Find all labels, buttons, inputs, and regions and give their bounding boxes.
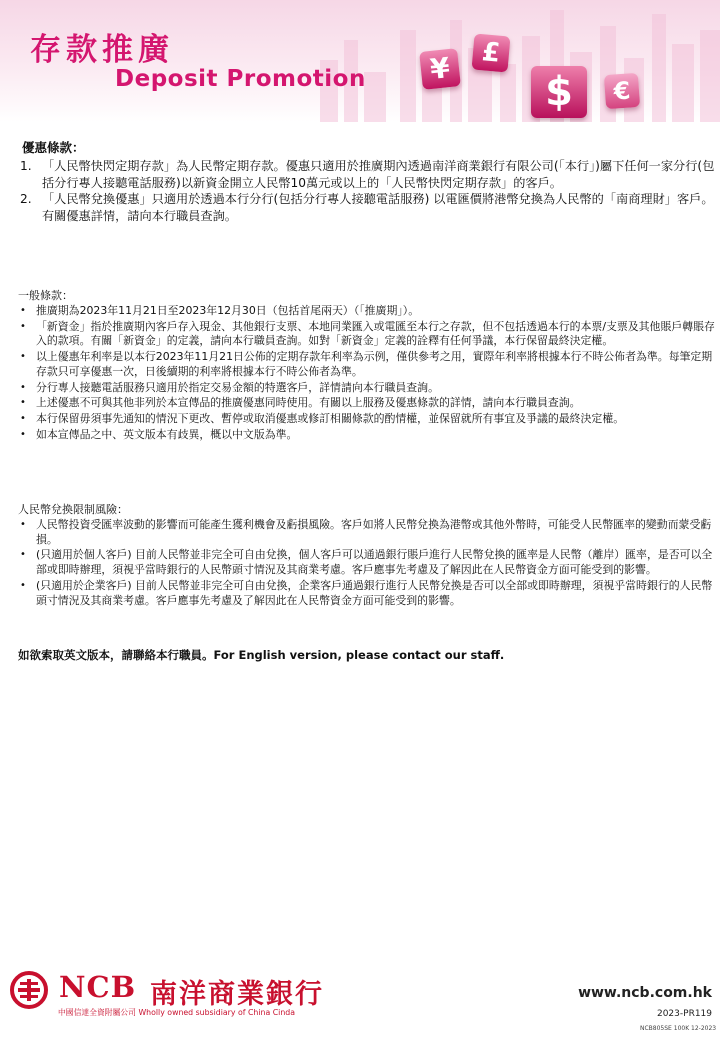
rmb-risk-item: • (只適用於個人客戶) 目前人民幣並非完全可自由兌換，個人客戶可以通過銀行賬戶進行人民幣兌換的匯率是人民幣（離岸）匯率，是否可以全部或即時辦理，須視乎當時銀行的人民幣頭寸情況及其商業考慮。客戶應事先考慮及了解因此在人民幣資金方面可能受到的影響。 [20,548,713,577]
promo-term-number: 1. [20,159,32,173]
bullet-icon: • [20,320,26,332]
general-terms-section [18,288,718,443]
general-term-item: • 分行專人接聽電話服務只適用於指定交易金額的特選客戶，詳情請向本行職員查詢。 [20,380,439,394]
promo-term-item [20,158,720,191]
pound-icon: £ [471,33,510,72]
general-term-item: • 上述優惠不可與其他非列於本宣傳品的推廣優惠同時使用。有關以上服務及優惠條款的詳情，請向本行職員查詢。 [20,396,581,410]
general-term-item: • 「新資金」指於推廣期內客戶存入現金、其他銀行支票、本地同業匯入或電匯至本行之存款，但不包括透過本行的本票/支票及其他賬戶轉賬存入的款項。有關「新資金」的定義，請向本行職員查詢。如對「新資金」定義的詮釋有任何爭議，本行保留最終決定權。 [20,319,715,348]
website-url: www.ncb.com.hk [578,985,712,1001]
page-title-en: Deposit Promotion [115,66,366,92]
rmb-risk-heading: 人民幣兌換限制風險： [18,503,128,516]
bullet-icon: • [20,428,26,440]
print-code: NCB805SE 100K 12-2023 [640,1025,717,1032]
promo-term-number: 2. [20,192,32,206]
promo-term-text: 「人民幣兌換優惠」只適用於透過本行分行(包括分行專人接聽電話服務) 以電匯價將港幣兌換為人民幣的「南商理財」客戶。有關優惠詳情，請向本行職員查詢。 [42,192,714,223]
rmb-risk-item: • (只適用於企業客戶) 目前人民幣並非完全可自由兌換，企業客戶通過銀行進行人民幣兌換是否可以全部或即時辦理，須視乎當時銀行的人民幣頭寸情況及其商業考慮。客戶應事先考慮及了解因此在人民幣資金方面可能受到的影響。 [20,578,713,607]
rmb-risk-section [18,502,718,609]
rmb-risk-list [18,518,718,608]
bullet-icon: • [20,305,26,316]
general-term-item: • 推廣期為2023年11月21日至2023年12月30日（包括首尾兩天）（「推廣期」）。 [20,304,420,317]
bullet-icon: • [20,412,26,424]
promo-term-item [20,191,720,224]
ncb-logo-icon [9,970,49,1010]
general-terms-heading: 一般條款： [18,289,73,302]
english-version-note: 如欲索取英文版本，請聯絡本行職員。For English version, please contact our staff. [18,648,505,662]
promo-terms-list [20,158,720,224]
general-term-item: • 以上優惠年利率是以本行2023年11月21日公佈的定期存款年利率為示例，僅供參考之用，實際年利率將根據本行不時公佈者為準。每筆定期存款只可享優惠一次，日後續期的利率將根據本行不時公佈者為準。 [20,350,713,378]
bullet-icon: • [20,381,26,393]
city-skyline-illustration [300,0,720,122]
reference-code: 2023-PR119 [656,1009,712,1019]
euro-icon: € [604,73,640,109]
yen-icon: ¥ [419,48,461,90]
bullet-icon: • [20,549,26,561]
general-term-item: • 如本宣傳品之中、英文版本有歧異，概以中文版為準。 [20,427,298,441]
bullet-icon: • [20,397,26,409]
rmb-risk-item: • 人民幣投資受匯率波動的影響而可能產生獲利機會及虧損風險。客戶如將人民幣兌換為港幣或其他外幣時，可能受人民幣匯率的變動而蒙受虧損。 [20,518,712,546]
bullet-icon: • [20,351,26,363]
page-title-zh: 存款推廣 [30,32,174,68]
brand-name-en: NCB [59,970,137,1004]
general-term-item: • 本行保留毋須事先通知的情況下更改、暫停或取消優惠或修訂相關條款的酌情權，並保留就所有事宜及爭議的最終決定權。 [20,411,625,425]
bullet-icon: • [20,579,26,591]
brand-name-zh: 南洋商業銀行 [150,979,324,1010]
bullet-icon: • [20,519,26,530]
subsidiary-note: 中國信達全資附屬公司 Wholly owned subsidiary of China Cinda [58,1008,296,1017]
promo-term-text: 「人民幣快閃定期存款」為人民幣定期存款。優惠只適用於推廣期內透過南洋商業銀行有限公司(「本行」)屬下任何一家分行(包括分行專人接聽電話服務)以新資金開立人民幣10萬元或以上的「人民幣快閃定期存款」的客戶。 [42,159,715,190]
promo-terms-heading: 優惠條款： [22,140,85,155]
header-banner [0,0,720,122]
general-terms-list [18,304,718,442]
dollar-icon: $ [531,66,587,118]
